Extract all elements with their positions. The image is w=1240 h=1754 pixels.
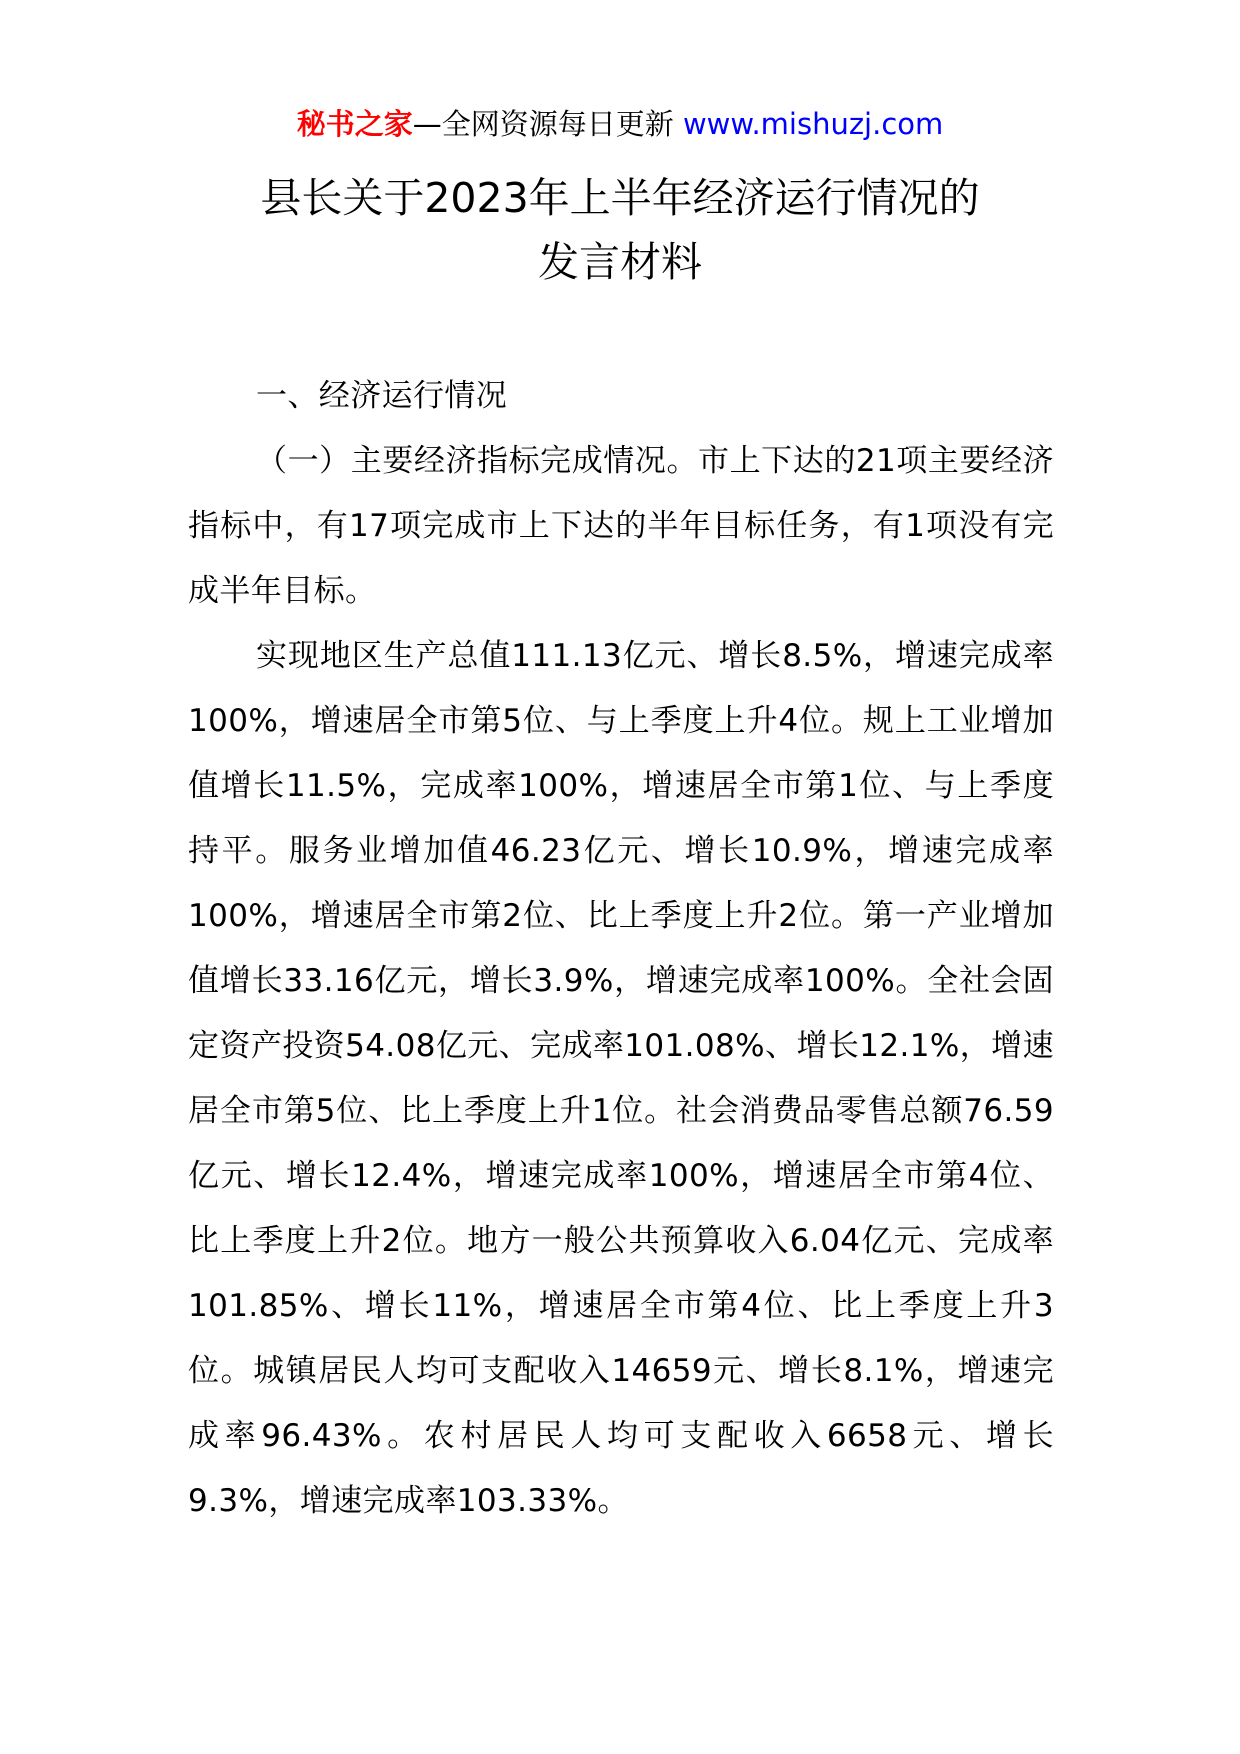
title-line-2: 发言材料: [538, 238, 702, 286]
section-heading: 一、经济运行情况: [256, 378, 508, 414]
paragraph-indicators-overview: （一）主要经济指标完成情况。市上下达的21项主要经济指标中，有17项完成市上下达的半年目标任务，有1项没有完成半年目标。: [188, 443, 1054, 609]
site-header: [0, 104, 1240, 144]
site-url-link[interactable]: www.mishuzj.com: [682, 107, 944, 141]
paragraph-indicators-detail: 实现地区生产总值111.13亿元、增长8.5%，增速完成率100%，增速居全市第5位、与上季度上升4位。规上工业增加值增长11.5%，完成率100%，增速居全市第1位、与上季度持平。服务业增加值46.23亿元、增长10.9%，增速完成率100%，增速居全市第2位、比上季度上升2位。第一产业增加值增长33.16亿元，增长3.9%，增速完成率100%。全社会固定资产投资54.08亿元、完成率101.08%、增长12.1%，增速居全市第5位、比上季度上升1位。社会消费品零售总额76.59亿元、增长12.4%，增速完成率100%，增速居全市第4位、比上季度上升2位。地方一般公共预算收入6.04亿元、完成率101.85%、增长11%，增速居全市第4位、比上季度上升3位。城镇居民人均可支配收入14659元、增长8.1%，增速完成率96.43%。农村居民人均可支配收入6658元、增长9.3%，增速完成率103.33%。: [188, 638, 1054, 1519]
document-body: [188, 364, 1054, 1534]
title-line-1: 县长关于2023年上半年经济运行情况的: [260, 174, 980, 222]
brand-name: 秘书之家: [296, 107, 413, 141]
header-tagline: —全网资源每日更新: [412, 107, 674, 141]
document-title: [0, 166, 1240, 294]
